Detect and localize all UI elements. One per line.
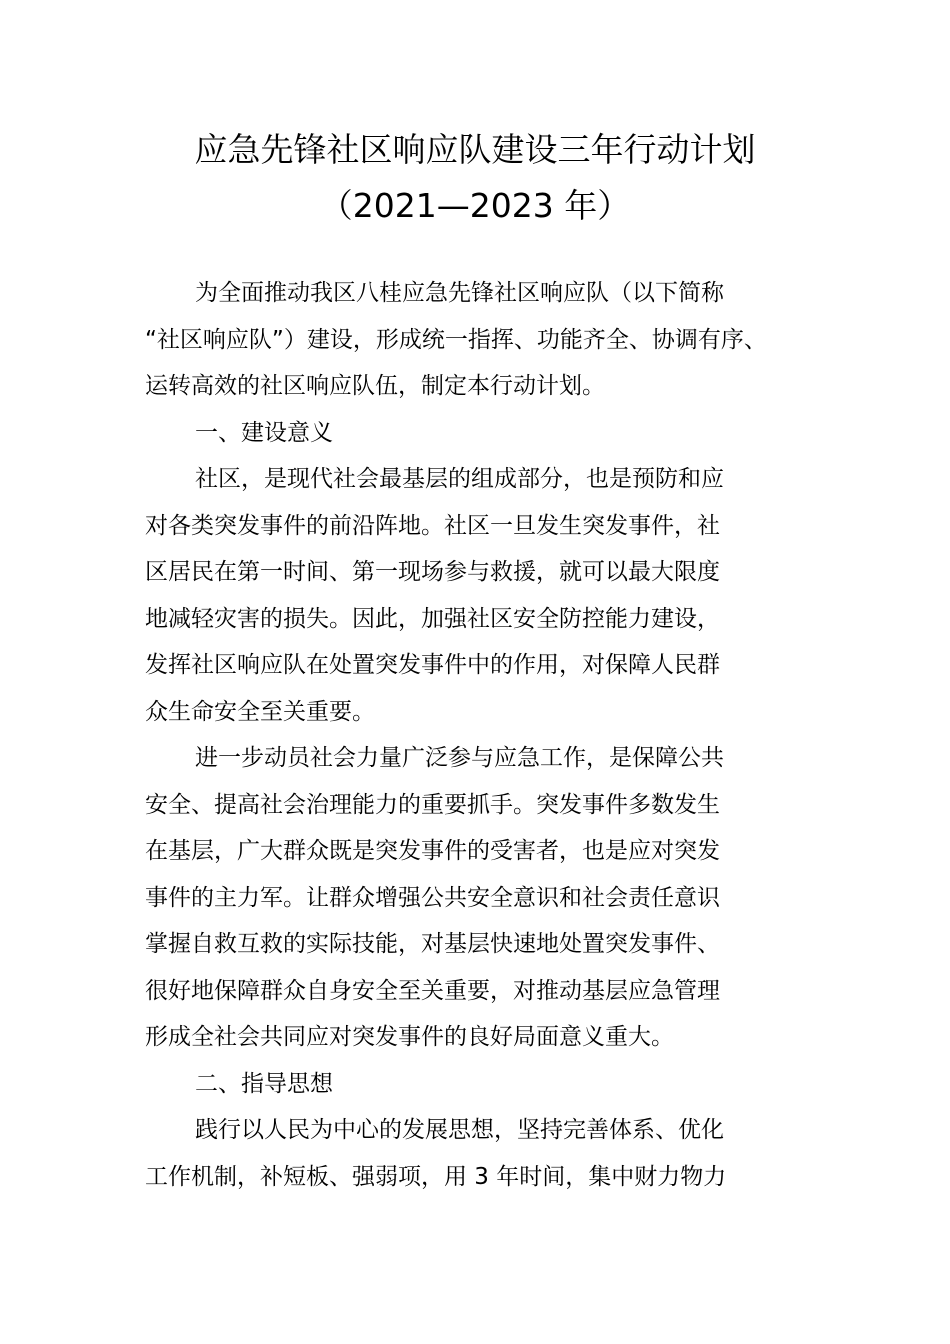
text-line: 地减轻灾害的损失。因此，加强社区安全防控能力建设， bbox=[145, 605, 720, 632]
section2-paragraph-1 bbox=[145, 1107, 810, 1200]
text-line: 形成全社会共同应对突发事件的良好局面意义重大。 bbox=[145, 1024, 674, 1050]
text-line: 社区，是现代社会最基层的组成部分，也是预防和应 bbox=[195, 466, 724, 492]
text-line: “社区响应队”）建设，形成统一指挥、功能齐全、协调有序、 bbox=[145, 326, 767, 353]
text-line: 运转高效的社区响应队伍，制定本行动计划。 bbox=[145, 373, 605, 399]
title-main: 应急先锋社区响应队建设三年行动计划 bbox=[194, 130, 756, 169]
text-line: 很好地保障群众自身安全至关重要，对推动基层应急管理 bbox=[145, 977, 720, 1004]
section-heading-2: 二、指导思想 bbox=[195, 1070, 333, 1097]
intro-paragraph bbox=[145, 270, 810, 410]
text-line: 事件的主力军。让群众增强公共安全意识和社会责任意识 bbox=[145, 884, 720, 911]
text-line: 众生命安全至关重要。 bbox=[145, 698, 375, 725]
text-line: 为全面推动我区八桂应急先锋社区响应队（以下简称 bbox=[195, 280, 724, 306]
section1-paragraph-1 bbox=[145, 456, 810, 735]
text-line: 区居民在第一时间、第一现场参与救援，就可以最大限度 bbox=[145, 559, 720, 585]
text-line: 进一步动员社会力量广泛参与应急工作，是保障公共 bbox=[195, 745, 724, 771]
document-title bbox=[0, 122, 950, 234]
text-line: 发挥社区响应队在处置突发事件中的作用，对保障人民群 bbox=[145, 652, 720, 678]
section1-paragraph-2 bbox=[145, 735, 810, 1061]
document-body bbox=[145, 270, 810, 1200]
text-line: 工作机制，补短板、强弱项，用 3 年时间，集中财力物力 bbox=[145, 1163, 727, 1190]
text-line: 安全、提高社会治理能力的重要抓手。突发事件多数发生 bbox=[145, 791, 720, 818]
section-heading-1: 一、建设意义 bbox=[195, 419, 333, 446]
text-line: 掌握自救互救的实际技能，对基层快速地处置突发事件、 bbox=[145, 931, 720, 957]
text-line: 践行以人民为中心的发展思想，坚持完善体系、优化 bbox=[195, 1117, 724, 1143]
title-years: （2021—2023 年） bbox=[319, 186, 631, 225]
text-line: 对各类突发事件的前沿阵地。社区一旦发生突发事件，社 bbox=[145, 512, 720, 539]
text-line: 在基层，广大群众既是突发事件的受害者，也是应对突发 bbox=[145, 838, 720, 864]
